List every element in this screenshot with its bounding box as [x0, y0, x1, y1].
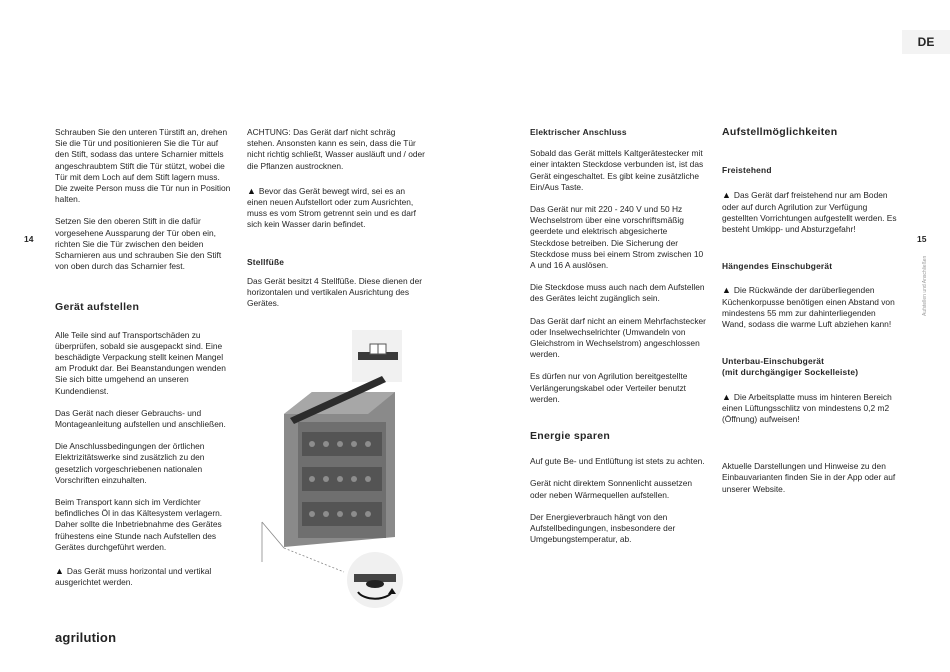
paragraph: Das Gerät nur mit 220 - 240 V und 50 Hz Wechselstrom über eine vorschriftsmäßig geerdete und elektrisch abgesicherte Steckdose betreiben. Die Sicherung der Steckdose muss bei einem Strom zwischen 10 A und 16 A auslösen. [530, 204, 704, 271]
paragraph: Alle Teile sind auf Transportschäden zu überprüfen, sobald sie ausgepackt sind. Eine beschädigte Verpackung stellt keinen Mangel am Produkt dar. Bei Beanstandungen wenden Sie sich bitte umgehend an unseren Kundendienst. [55, 329, 226, 396]
subheading: Freistehend [722, 165, 772, 176]
section-heading: Aufstellmöglichkeiten [722, 126, 838, 138]
brand-logo: agrilution [55, 630, 117, 645]
warning-paragraph: ▲ Das Gerät muss horizontal und vertikal ausgerichtet werden. [55, 566, 233, 588]
paragraph: Es dürfen nur von Agrilution bereitgestellte Verlängerungskabel oder Verteiler benutzt werden. [530, 371, 688, 404]
paragraph: Der Energieverbrauch hängt von den Aufstellbedingungen, insbesondere der Umgebungstemperatur, ab. [530, 511, 676, 545]
paragraph: Das Gerät darf nicht an einem Mehrfachstecker oder Inselwechselrichter (Umwandeln von Gleichstrom in Wechselstrom) angeschlossen werden. [530, 315, 706, 360]
section-heading: Energie sparen [530, 430, 611, 443]
column-2 [247, 127, 425, 320]
paragraph: Setzen Sie den oberen Stift in die dafür vorgesehene Aussparung der Tür oben ein, richten Sie die Tür zwischen den beiden Scharnieren aus und schrauben Sie den Stift von oben durch das Scharnier fest. [55, 216, 222, 272]
section-heading: Gerät aufstellen [55, 301, 140, 314]
paragraph: Beim Transport kann sich im Verdichter befindliches Öl in das Kältesystem verlagern. Daher sollte die Inbetriebnahme des Gerätes frühestens eine Stunde nach Aufstellen des Gerätes durchgeführt werden. [55, 497, 223, 552]
section-heading: Elektrischer Anschluss [530, 127, 627, 137]
column-3 [530, 127, 708, 556]
subheading: Unterbau-Einschubgerät [722, 356, 825, 367]
paragraph: Auf gute Be- und Entlüftung ist stets zu achten. [530, 456, 705, 467]
warning-paragraph: ▲ Die Arbeitsplatte muss im hinteren Bereich einen Lüftungsschlitz von mindestens 0,2 m2 (Öffnung) aufweisen! [722, 392, 900, 426]
paragraph: Aktuelle Darstellungen und Hinweise zu den Einbauvarianten finden Sie in der App oder auf unserer Website. [722, 461, 896, 494]
subheading: (mit durchgängiger Sockelleiste) [722, 367, 859, 378]
paragraph: Das Gerät nach dieser Gebrauchs- und Montageanleitung aufstellen und anschließen. [55, 407, 226, 430]
page-number-left: 14 [24, 234, 34, 244]
section-heading: Stellfüße [247, 256, 285, 267]
column-4 [722, 127, 900, 506]
page-number-right: 15 [917, 234, 927, 244]
paragraph: Das Gerät besitzt 4 Stellfüße. Diese dienen der horizontalen und vertikalen Ausrichtung des Gerätes. [247, 275, 423, 309]
paragraph: Sobald das Gerät mittels Kaltgerätestecker mit einer intakten Steckdose verbunden ist, ist das Gerät eingeschaltet. Es gibt keine zusätzliche Ein/Aus Taste. [530, 148, 704, 192]
paragraph: Gerät nicht direktem Sonnenlicht aussetzen oder neben Wärmequellen aufstellen. [530, 478, 693, 500]
subheading: Hängendes Einschubgerät [722, 261, 833, 272]
warning-paragraph: ▲ Bevor das Gerät bewegt wird, sei es an einen neuen Aufstellort oder zum Ausrichten, muss es vom Strom getrennt sein und es darf sich kein Wasser darin befindet. [247, 186, 425, 231]
paragraph: Die Anschlussbedingungen der örtlichen Elektrizitätswerke sind zusätzlich zu den gesetzlich vorgeschriebenen nationalen Vorschriften einzuhalten. [55, 441, 205, 485]
paragraph: ACHTUNG: Das Gerät darf nicht schräg stehen. Ansonsten kann es sein, dass die Tür nicht richtig schließt, Wasser ausläuft und / oder die Pflanzen austrocknen. [247, 127, 425, 171]
language-badge: DE [902, 30, 950, 54]
warning-paragraph: ▲ Die Rückwände der darüberliegenden Küchenkorpusse benötigen einen Abstand von mindestens 55 mm zur dahinterliegenden Wand, sodass die warme Luft abziehen kann! [722, 285, 900, 330]
warning-paragraph: ▲ Das Gerät darf freistehend nur am Boden oder auf durch Agrilution zur Verfügung gestellten Vorrichtungen aufgestellt werden. Es besteht Umkipp- und Absturzgefahr! [722, 190, 900, 235]
paragraph: Die Steckdose muss auch nach dem Aufstellen des Gerätes leicht zugänglich sein. [530, 282, 705, 304]
column-1 [55, 127, 233, 600]
appliance-leveling-illustration [250, 322, 420, 612]
paragraph: Schrauben Sie den unteren Türstift an, drehen Sie die Tür und positionieren Sie die Tür auf den Stift, sodass das untere Scharnier mittels angeschraubtem Stift die Tür stützt, wobei die Tür mit dem Loch auf dem Stift lagern muss. Die zweite Person muss die Tür nun in Position halten. [55, 127, 231, 205]
side-section-label: Aufstellen und Anschließen [922, 255, 928, 316]
